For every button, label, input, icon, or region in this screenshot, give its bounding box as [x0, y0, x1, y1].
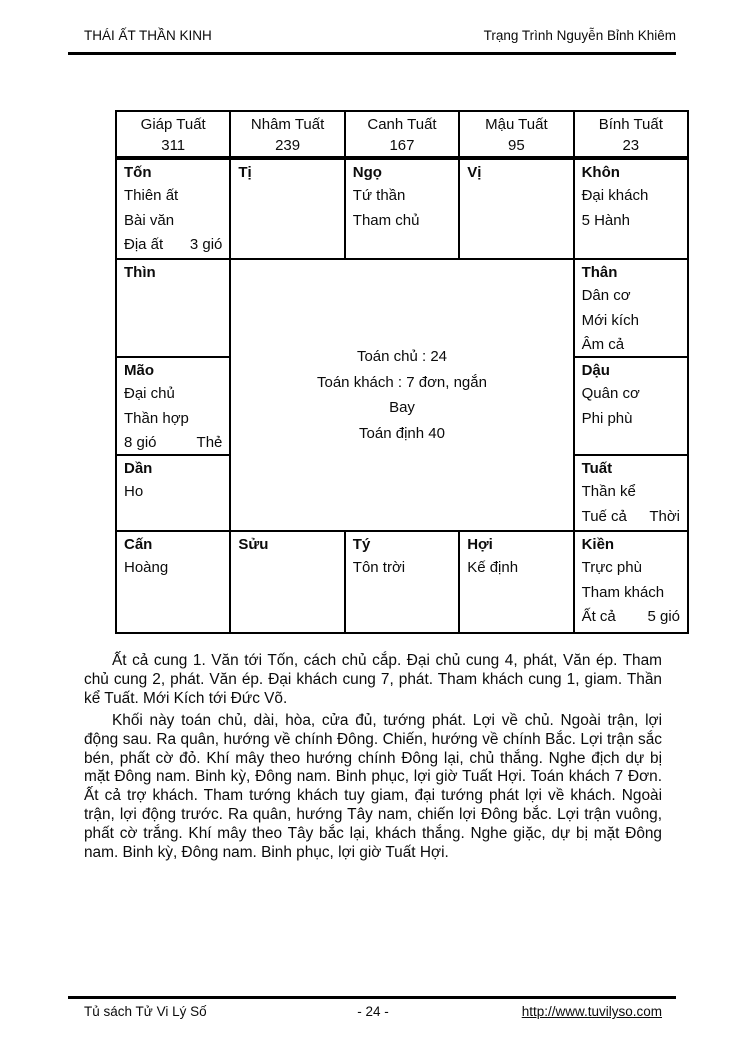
cell-line-right: 3 gió: [189, 236, 223, 253]
chart-cell-ton: [117, 160, 229, 258]
series-title: Tủ sách Tử Vi Lý Số: [84, 1004, 207, 1019]
chart-cell-dau: [575, 358, 687, 454]
cell-line: Quân cơ: [581, 385, 640, 402]
cell-line: Bài văn: [124, 211, 175, 229]
chart-cell-ngo: [346, 160, 458, 258]
cell-line: Phi phù: [581, 409, 633, 427]
page-header: [68, 28, 676, 55]
cell-label: Hợi: [467, 536, 493, 553]
cell-line: Kế định: [467, 559, 519, 576]
cell-line: [582, 505, 680, 530]
year-number: 95: [508, 137, 525, 154]
chart-cell-thin: [117, 260, 229, 356]
cell-line-right: Thời: [649, 507, 680, 525]
cell-line: Thần hợp: [124, 409, 189, 427]
year-cell-nham-tuat: [231, 112, 343, 158]
cell-line: 5 Hành: [581, 211, 630, 229]
page-number: - 24 -: [357, 1004, 389, 1019]
cell-line: [124, 431, 222, 454]
cell-line: Thiên ất: [124, 187, 179, 204]
cell-line: Đại khách: [581, 187, 649, 204]
year-title: Giáp Tuất: [140, 116, 206, 133]
chart-cell-can: [117, 532, 229, 632]
chart-cell-vi: [460, 160, 572, 258]
year-number: 311: [161, 137, 186, 154]
chart-cell-tuat: [575, 456, 687, 530]
year-cell-binh-tuat: [575, 112, 687, 158]
cell-label: Sửu: [238, 536, 269, 553]
chart-cell-dan: [117, 456, 229, 530]
bay-line: Bay: [389, 399, 415, 416]
year-title: Bính Tuất: [598, 116, 663, 133]
cell-label: Tuất: [581, 460, 613, 477]
cell-label: Tốn: [124, 164, 152, 181]
chart-cell-hoi: [460, 532, 572, 632]
paragraph-1: Ất cả cung 1. Văn tới Tốn, cách chủ cắp. Đại chủ cung 4, phát, Văn ép. Tham chủ cung 2, phát. Văn ép. Đại khách cung 7, phát. Tham khách cung 1, giam. Thần kể Tuất. Mới Kích tới Đức Võ.: [84, 652, 662, 707]
cell-line: Ho: [124, 483, 144, 500]
year-title: Mậu Tuất: [485, 116, 548, 133]
cell-label: Tý: [352, 536, 371, 553]
chart-cell-suu: [231, 532, 343, 632]
year-number: 239: [275, 137, 301, 154]
year-cell-giap-tuat: [117, 112, 229, 158]
cell-label: Khôn: [581, 164, 620, 181]
cell-line: Âm cả: [581, 336, 625, 353]
chart-center-cell: [231, 260, 572, 530]
cell-line: [124, 233, 222, 258]
chart-cell-ti: [231, 160, 343, 258]
year-cell-canh-tuat: [346, 112, 458, 158]
cell-line: Tôn trời: [352, 559, 406, 576]
chart-cell-ty: [346, 532, 458, 632]
year-cell-mau-tuat: [460, 112, 572, 158]
author-name: Trạng Trình Nguyễn Bỉnh Khiêm: [483, 28, 676, 43]
website-link[interactable]: http://www.tuvilyso.com: [521, 1004, 663, 1019]
chart-cell-than: [575, 260, 687, 356]
year-number: 167: [389, 137, 415, 154]
cell-label: Tị: [238, 164, 252, 181]
cell-line: Tham khách: [581, 583, 665, 601]
paragraph-2: Khối này toán chủ, dài, hòa, cửa đủ, tướng phát. Lợi về chủ. Ngoài trận, lợi động sau. Ra quân, hướng về chính Đông. Chiến, hướng về chính Bắc. Lợi trận sắc bén, phất cờ đỏ. Khí mây theo hướng chính Đông lại, chủ thắng. Nghe địch dự bị mặt Đông nam. Binh kỳ, Đông nam. Binh phục, lợi giờ Tuất Hợi. Toán khách 7 Đơn. Ất cả trợ khách. Tham tướng khách tuy giam, đại tướng phát lợi về khách. Ngoài trận, lợi động trước. Ra quân, hướng Tây nam, chiến lợi Đông bắc. Lợi trận vuông, phất cờ trắng. Khí mây theo Tây bắc lại, khách thắng. Nghe giặc, dự bị mặt Đông nam. Binh kỳ, Đông nam. Binh phục, lợi giờ Tuất Hợi.: [84, 711, 662, 862]
chart-cell-khon: [575, 160, 687, 258]
cell-line: Trực phù: [581, 559, 642, 576]
toan-dinh-line: Toán định 40: [359, 424, 445, 442]
toan-khach-line: Toán khách : 7 đơn, ngắn: [317, 373, 487, 391]
year-title: Canh Tuất: [367, 116, 437, 133]
cell-label: Cấn: [124, 536, 153, 553]
cell-line: [582, 605, 680, 630]
cell-line-left: Tuế cả: [581, 507, 627, 525]
cell-line-left: 8 gió: [124, 434, 157, 451]
cell-label: Ngọ: [352, 164, 382, 181]
cell-label: Kiền: [581, 536, 615, 553]
toan-chu-line: Toán chủ : 24: [356, 348, 448, 365]
chart-cell-mao: [117, 358, 229, 454]
cell-line: Mới kích: [581, 311, 639, 329]
cell-line: Thần kể: [581, 483, 636, 500]
page-footer: [68, 996, 676, 1019]
cell-label: Dần: [124, 460, 153, 477]
cell-label: Vị: [467, 164, 482, 181]
cell-line-left: Ất cả: [581, 608, 616, 625]
cell-line-right: Thẻ: [196, 434, 223, 451]
cell-label: Mão: [124, 362, 154, 379]
cell-line-right: 5 gió: [647, 608, 680, 625]
cell-line: Hoàng: [124, 559, 169, 576]
year-number: 23: [622, 137, 640, 154]
cell-line: Dân cơ: [581, 287, 631, 304]
cell-label: Thìn: [124, 264, 156, 281]
year-title: Nhâm Tuất: [250, 116, 325, 133]
book-title: THÁI ẤT THẦN KINH: [84, 28, 212, 43]
cell-line: Tứ thần: [352, 187, 406, 204]
cell-line: Đại chủ: [124, 385, 175, 402]
cell-label: Thân: [581, 264, 618, 281]
divination-chart: [115, 110, 689, 634]
cell-line-left: Địa ất: [124, 236, 164, 253]
cell-label: Dậu: [581, 362, 610, 379]
cell-line: Tham chủ: [352, 211, 420, 229]
body-text: [84, 652, 662, 866]
chart-cell-kien: [575, 532, 687, 632]
